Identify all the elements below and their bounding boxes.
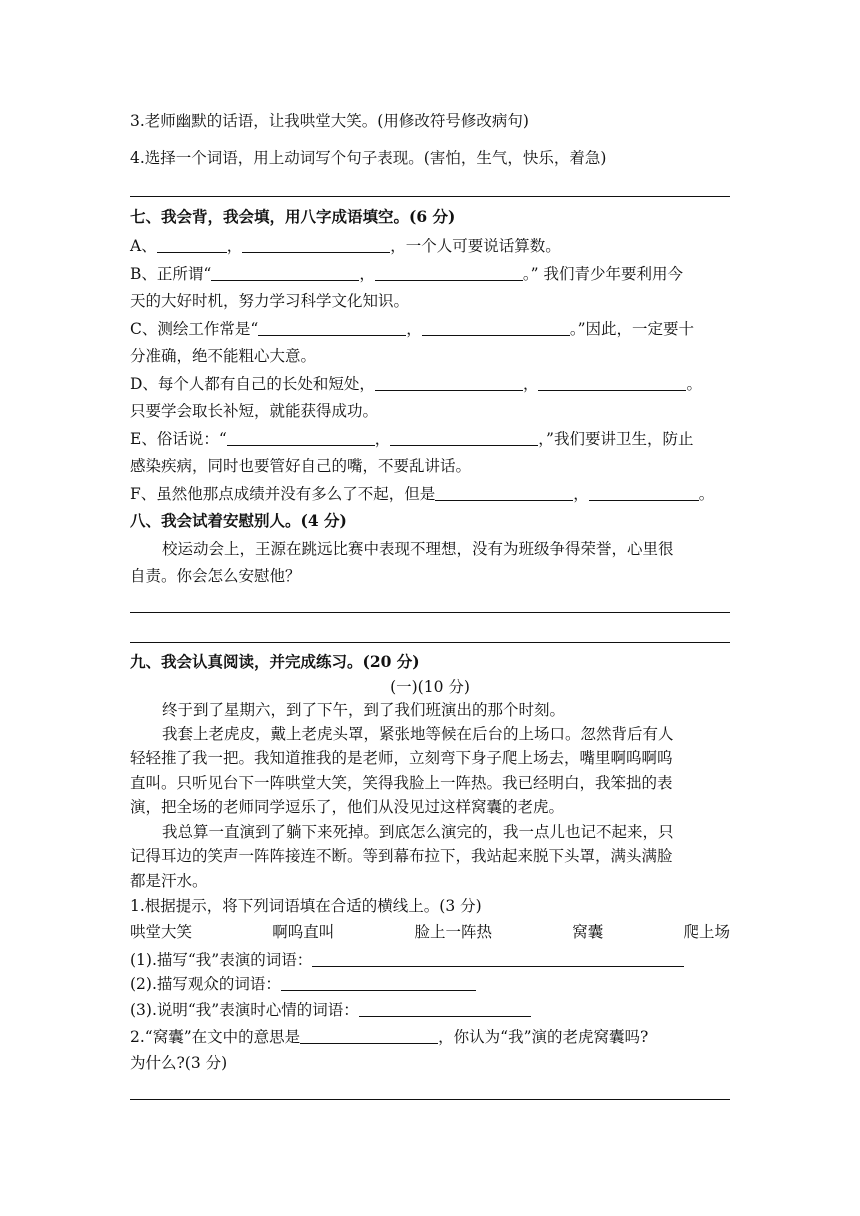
item-c-pre: C、测绘工作常是“ [130, 320, 259, 338]
question-1: 1.根据提示，将下列词语填在合适的横线上。(3 分) [130, 897, 482, 915]
item-f-pre: F、虽然他那点成绩并没有多么了不起，但是 [130, 485, 436, 503]
section-8-title: 八、我会试着安慰别人。(4 分) [130, 511, 347, 530]
blank-field[interactable] [300, 1028, 438, 1044]
question-2-pre: 2.“窝囊”在文中的意思是 [130, 1028, 301, 1046]
blank-field[interactable] [157, 237, 227, 253]
answer-line[interactable] [130, 1099, 730, 1100]
question-1-1 [130, 950, 684, 970]
item-e-sep: ， [374, 430, 391, 448]
question-1-1-label: (1).描写“我”表演的词语： [130, 951, 313, 969]
blank-field[interactable] [211, 265, 359, 281]
passage-line: 演，把全场的老师同学逗乐了，他们从没见过这样窝囊的老虎。 [130, 798, 565, 816]
question-2-cont: 为什么?(3 分) [130, 1054, 228, 1072]
item-b-post: 。” 我们青少年要利用今 [522, 265, 683, 283]
item-f [130, 484, 714, 504]
question-1-3-label: (3).说明“我”表演时心情的词语： [130, 1001, 359, 1019]
passage-paragraph: 我套上老虎皮，戴上老虎头罩，紧张地等候在后台的上场口。忽然背后有人 [162, 725, 674, 743]
word-item: 爬上场 [683, 923, 730, 941]
item-b-pre: B、正所谓“ [130, 265, 212, 283]
item-b-cont: 天的大好时机，努力学习科学文化知识。 [130, 292, 410, 310]
item-b-sep: ， [359, 265, 375, 283]
question-2-post: ，你认为“我”演的老虎窝囊吗? [438, 1028, 649, 1046]
blank-field[interactable] [422, 320, 570, 336]
item-c-post: 。”因此，一定要十 [569, 320, 694, 338]
blank-field[interactable] [359, 1001, 531, 1017]
item-a [130, 236, 561, 256]
item-e [130, 429, 693, 449]
answer-line[interactable] [130, 612, 730, 613]
item-c-cont: 分准确，绝不能粗心大意。 [130, 347, 317, 365]
item-a-pre: A、 [130, 237, 157, 255]
passage-line: 轻轻推了我一把。我知道推我的是老师，立刻弯下身子爬上场去，嘴里啊呜啊呜 [130, 749, 673, 767]
item-d-sep: ， [522, 375, 539, 393]
blank-field[interactable] [227, 430, 375, 446]
question-3: 3.老师幽默的话语，让我哄堂大笑。(用修改符号修改病句) [130, 112, 529, 130]
question-2 [130, 1027, 648, 1047]
blank-field[interactable] [242, 237, 390, 253]
section-7-title: 七、我会背，我会填，用八字成语填空。(6 分) [130, 207, 456, 226]
word-item: 脸上一阵热 [414, 923, 492, 941]
blank-field[interactable] [538, 375, 686, 391]
word-bank [130, 922, 730, 942]
item-a-sep: ， [226, 237, 243, 255]
word-item: 哄堂大笑 [130, 923, 193, 941]
passage-subtitle: (一)(10 分) [390, 678, 470, 696]
blank-field[interactable] [375, 265, 523, 281]
answer-line[interactable] [130, 642, 730, 643]
section-8-text-cont: 自责。你会怎么安慰他？ [130, 567, 301, 585]
item-d-pre: D、每个人都有自己的长处和短处， [130, 375, 375, 393]
item-e-pre: E、俗话说：“ [130, 430, 227, 448]
item-f-sep: ， [573, 485, 589, 503]
item-b [130, 264, 683, 284]
passage-line: 记得耳边的笑声一阵阵接连不断。等到幕布拉下，我站起来脱下头罩，满头满脸 [130, 847, 673, 865]
passage-line: 直叫。只听见台下一阵哄堂大笑，笑得我脸上一阵热。我已经明白，我笨拙的表 [130, 774, 673, 792]
item-a-post: ，一个人可要说话算数。 [390, 237, 561, 255]
blank-field[interactable] [375, 375, 523, 391]
item-e-cont: 感染疾病，同时也要管好自己的嘴，不要乱讲话。 [130, 457, 472, 475]
question-4: 4.选择一个词语，用上动词写个句子表现。(害怕，生气，快乐，着急) [130, 149, 607, 167]
word-item: 啊呜直叫 [272, 923, 335, 941]
passage-paragraph: 终于到了星期六，到了下午，到了我们班演出的那个时刻。 [162, 701, 566, 719]
blank-field[interactable] [312, 951, 684, 967]
section-9-title: 九、我会认真阅读，并完成练习。(20 分) [130, 652, 420, 671]
blank-field[interactable] [258, 320, 406, 336]
word-item: 窝囊 [572, 923, 604, 941]
passage-line: 都是汗水。 [130, 872, 208, 890]
question-1-2 [130, 974, 476, 994]
blank-field[interactable] [435, 485, 573, 501]
section-8-text: 校运动会上，王源在跳远比赛中表现不理想，没有为班级争得荣誉，心里很 [162, 540, 674, 558]
item-c [130, 319, 694, 339]
question-1-2-label: (2).描写观众的词语： [130, 975, 281, 993]
blank-field[interactable] [281, 975, 476, 991]
item-f-post: 。 [698, 485, 715, 503]
blank-field[interactable] [390, 430, 538, 446]
item-c-sep: ， [406, 320, 422, 338]
passage-paragraph: 我总算一直演到了躺下来死掉。到底怎么演完的，我一点儿也记不起来，只 [162, 823, 674, 841]
blank-field[interactable] [589, 485, 699, 501]
question-1-3 [130, 1000, 531, 1020]
item-e-post: ，”我们要讲卫生，防止 [538, 430, 694, 448]
item-d-cont: 只要学会取长补短，就能获得成功。 [130, 402, 379, 420]
answer-line [130, 196, 730, 197]
item-d [130, 374, 702, 394]
item-d-post: 。 [686, 375, 702, 393]
